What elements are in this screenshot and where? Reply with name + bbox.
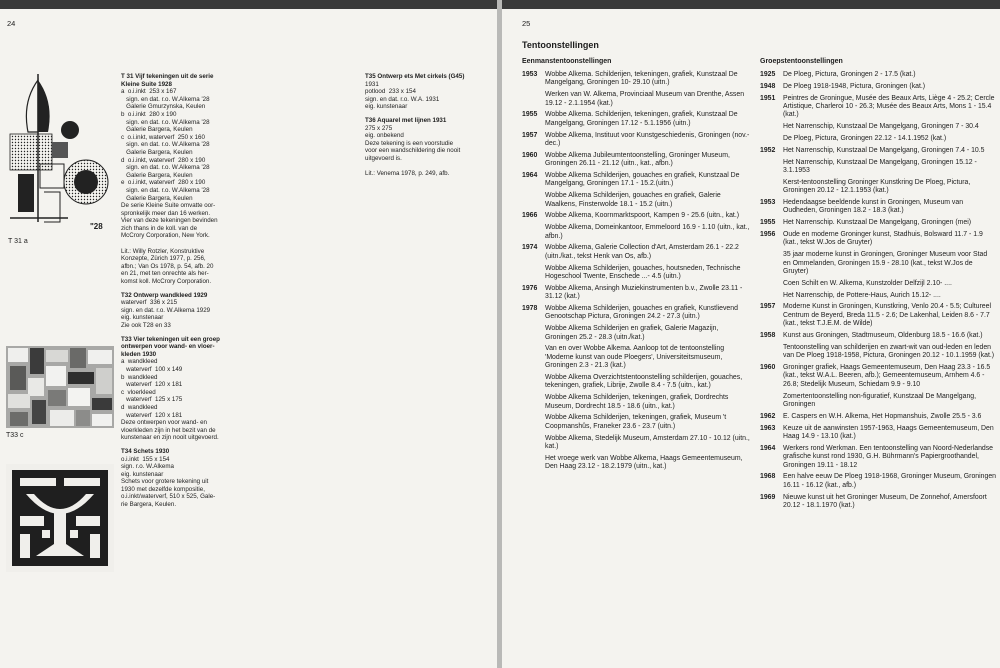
exhibition-entry [760,332,996,340]
catalogue-line: o.i.inkt 155 x 154 [121,455,170,463]
catalogue-line: Deze ontwerpen voor wand- en [121,419,207,427]
catalogue-line: waterverf 125 x 175 [121,396,183,404]
exhibition-text: Wobbe Alkema, Domeinkantoor, Emmeloord 16.9 - 1.10 (uitn., kat., afbn.) [545,224,750,240]
exhibition-text: Wobbe Alkema, Ansingh Muziekinstrumenten b.v., Zwolle 23.11 - 31.12 (kat.) [545,284,743,301]
exhibition-entry [522,394,752,411]
exhibition-text: Zomertentoonstelling non-figuratief, Kunstzaal De Mangelgang, Groningen [783,392,977,409]
exhibition-entry [760,425,996,442]
catalogue-line: zich thans in de koll. van de [121,224,198,232]
exhibition-text: Het Narrenschip, Kunstzaal De Mangelgang, Groningen 7.4 - 10.5 [783,146,985,154]
exhibition-entry [760,344,996,361]
catalogue-line: sign. en dat. r.o. W.A. 1931 [365,95,440,103]
catalogue-line: De serie Kleine Suite omvatte oor- [121,202,216,210]
catalogue-line: sign. r.o. W.Alkema [121,463,174,471]
exhibition-entry [522,305,752,322]
exhibition-entry [760,303,996,328]
exhibition-entry [522,71,752,88]
exhibition-year: 1976 [522,284,538,292]
catalogue-entry [365,73,483,111]
exhibition-year: 1953 [760,199,776,206]
exhibition-year: 1956 [760,231,776,238]
catalogue-line: Vier van deze tekeningen bevinden [121,217,218,225]
exhibition-year: 1957 [522,131,538,139]
top-band [0,0,497,9]
catalogue-line: eig. kunstenaar [121,470,164,478]
exhibition-entry [760,364,996,389]
exhibition-text: Wobbe Alkema. Schilderijen, tekeningen, grafiek, Kunstzaal De Mangelgang, Groningen 10- 29.10 (uitn.) [545,71,738,87]
figure-t31-kleine-suite [8,72,116,232]
exhibition-entry [522,192,752,209]
exhibition-year: 1960 [760,364,776,372]
exhibition-entry [522,212,752,220]
exhibition-year: 1962 [760,412,776,420]
exhibition-year: 1964 [760,444,776,452]
catalogue-entry-title: T32 Ontwerp wandkleed 1929 [121,291,208,299]
exhibition-entry [522,414,752,431]
exhibition-entry [760,280,996,288]
catalogue-line: McCrory Corporation, New York. [121,232,210,240]
exhibition-text: Keuze uit de aanwinsten 1957-1963, Haags Gemeentemuseum, Den Haag 14.9 - 13.10 (kat.) [783,424,994,441]
catalogue-line: rie Bargera, Keulen. [121,501,177,509]
catalogue-line: voor een wandschildering die nooit [365,147,461,155]
catalogue-entry-title: T 31 Vijf tekeningen uit de serie Kleine Suite 1928 [121,73,214,88]
exhibition-text: Wobbe Alkema Schilderijen, gouaches en grafiek, Kunstzaal De Mangelgang, Groningen 17.1 - 15.2.(uitn.) [545,172,740,188]
catalogue-entry-title: T36 Aquarel met lijnen 1931 [365,116,447,124]
catalogue-line: sign. en dat. r.o. W.Alkema '28 [121,186,210,194]
exhibition-entry [760,95,996,120]
exhibition-entry [760,147,996,155]
catalogue-line [121,240,233,248]
catalogue-line: waterverf 336 x 215 [121,299,178,307]
exhibition-year: 1955 [522,111,538,119]
catalogue-line: 1931 [365,80,379,88]
exhibition-entry [522,132,752,149]
exhibition-entry [760,135,996,143]
exhibition-entry [760,494,996,511]
catalogue-line: Deze tekening is een voorstudie [365,139,454,147]
exhibition-year: 1969 [760,493,776,501]
exhibition-entry [760,231,996,248]
exhibition-text: E. Caspers en W.H. Alkema, Het Hopmanshuis, Zwolle 25.5 - 3.6 [783,412,982,420]
exhibition-entry [522,374,752,391]
catalogue-line: afbn.; Van Os 1978, p. 54, afb. 20 [121,262,214,270]
exhibition-year: 1951 [760,94,776,102]
exhibition-year: 1960 [522,151,538,159]
catalogue-line: Galerie Bargera, Keulen [121,126,193,134]
page-number-left: 24 [7,19,16,28]
catalogue-line: Schets voor grotere tekening uit [121,478,209,486]
exhibition-text: De Ploeg 1918-1948, Pictura, Groningen (kat.) [783,82,926,90]
figure-label-t33: T33 c [6,432,24,439]
exhibition-entry [522,285,752,302]
catalogue-entry [121,336,233,442]
catalogue-line: b wandkleed [121,373,158,381]
exhibition-text: Wobbe Alkema, Instituut voor Kunstgeschiedenis, Groningen (nov.- dec.) [545,131,750,148]
catalogue-line: sign. en dat. r.o. W.Alkema '28 [121,164,210,172]
exhibition-entry [522,152,752,169]
catalogue-line: a wandkleed [121,358,158,366]
exhibition-entry [522,244,752,261]
catalogue-line: b o.i.inkt 280 x 190 [121,110,177,118]
catalogue-line: kunstenaar en zijn nooit uitgevoerd. [121,434,219,442]
exhibition-text: Oude en moderne Groninger kunst, Stadhuis, Bolsward 11.7 - 1.9 (kat., tekst W.Jos de Gruyter) [783,231,983,247]
catalogue-line: sign. en dat. r.o. W.Alkema '28 [121,118,210,126]
exhibition-entry [522,265,752,282]
catalogue-line: vloerkleden zijn in het bezit van de [121,426,216,434]
catalogue-line: waterverf 100 x 149 [121,365,183,373]
exhibition-text: Groninger grafiek, Haags Gemeentemuseum, Den Haag 23.3 - 16.5 (kat., tekst W.A.L. Beeren, afb.); Gemeentemuseum, Arnhem 4.6 - 26.8; Stedelijk Museum, Schiedam 9.9 - 9.10 [783,364,991,388]
exhibition-entry [760,413,996,421]
catalogue-entry-title: T35 Ontwerp ets Met cirkels (G45) [365,73,465,80]
catalogue-line: waterverf 120 x 181 [121,411,183,419]
exhibition-year: 1925 [760,71,776,78]
catalogue-line: potlood 233 x 154 [365,88,416,96]
catalogue-line: komst koll. McCrory Corporation. [121,278,212,286]
page-number-right: 25 [522,19,531,28]
catalogue-entry [121,73,233,286]
figure-label-t31: T 31 a [8,238,28,245]
exhibition-text: Peintres de Groningue, Musée des Beaux Arts, Liège 4 - 25.2; Cercle Artistique, Charleroi 10 - 26.3; Musée des Beaux Arts, Mons 1 - 15.4 (kat.) [783,94,995,119]
group-exhibitions-list [760,71,996,514]
exhibition-text: Werkers rond Werkman. Een tentoonstelling van Noord-Nederlandse grafische kunst rond 1930, G.H. Bührmann's Papiergroothandel, Groningen 19.11 - 18.12 [783,444,994,469]
spacer [365,178,483,184]
catalogue-line: en 21, met ten onrechte als her- [121,270,209,278]
catalogue-line: o.i.inkt/waterverf, 510 x 525, Gale- [121,493,216,501]
exhibition-text: Moderne Kunst in Groningen, Kunstkring, Venlo 20.4 - 5.5; Cultureel Centrum de Beyerd, Breda 11.5 - 2.6; De Lakenhal, Leiden 8.6 - 7.7 (kat., tekst T.J.E.M. de Wilde) [783,303,991,328]
exhibition-year: 1948 [760,82,776,90]
exhibition-text: Tentoonstelling van schilderijen en zwart-wit van oud-leden en leden van De Ploeg 1918-1958, Pictura, Groningen 20.12 - 10.1.1959 (kat.) [783,343,995,360]
solo-exhibitions-list [522,71,752,475]
exhibition-text: Hedendaagse beeldende kunst in Groningen, Museum van Oudheden, Groningen 18.2 - 18.3 (kat.) [783,199,964,215]
catalogue-line: c o.i.inkt, waterverf 250 x 160 [121,133,205,141]
exhibition-entry [760,179,996,196]
exhibition-text: Het vroege werk van Wobbe Alkema, Haags Gemeentemuseum, Den Haag 23.12 - 18.2.1979 (uitn., kat.) [545,454,743,471]
exhibition-year: 1966 [522,212,538,220]
exhibition-text: Het Narrenschip, de Pottere-Haus, Aurich 15.12- .... [783,291,941,299]
exhibition-text: Het Narrenschip. Kunstzaal De Mangelgang, Groningen (mei) [783,219,972,227]
exhibition-entry [522,172,752,189]
catalogue-line: waterverf 120 x 181 [121,381,183,389]
exhibition-year: 1953 [522,71,538,78]
exhibition-year: 1963 [760,424,776,432]
solo-heading: Eenmanstentoonstellingen [522,58,612,65]
exhibition-text: Werken van W. Alkema, Provinciaal Museum van Drenthe, Assen 19.12 - 2.1.1954 (kat.) [545,91,745,107]
catalogue-line: Galerie Bargera, Keulen [121,148,193,156]
catalogue-entry-title: T33 Vier tekeningen uit een groep ontwerpen voor wand- en vloer-kleden 1930 [121,335,220,358]
exhibition-text: Nieuwe kunst uit het Groninger Museum, De Zonnehof, Amersfoort 20.12 - 18.1.1970 (kat.) [783,493,987,510]
exhibition-entry [760,199,996,216]
exhibition-text: Van en over Wobbe Alkema. Aanloop tot de tentoonstelling 'Moderne kunst van oude Ploegers', Universiteitsmuseum, Groningen 2.3 - 21.3 (kat.) [545,345,725,370]
exhibition-entry [522,224,752,241]
catalogue-line: uitgevoerd is. [365,154,402,162]
page-title: Tentoonstellingen [522,40,599,50]
catalogue-entry [121,448,233,509]
catalogue-column-1 [121,73,233,515]
left-page [0,0,497,668]
exhibition-text: Wobbe Alkema Schilderijen, gouaches, houtsneden, Technische Hogeschool Twente, Enschede ...- 4.5 (uitn.) [545,264,741,281]
exhibition-entry [522,111,752,128]
catalogue-line: a o.i.inkt 253 x 167 [121,88,177,96]
catalogue-line: spronkelijk meer dan 16 werken. [121,209,211,217]
catalogue-entry [365,117,483,178]
exhibition-year: 1958 [760,332,776,340]
catalogue-line: sign. en dat. r.o. W.Alkema 1929 [121,306,211,314]
exhibition-year: 1957 [760,303,776,311]
catalogue-line: 275 x 275 [365,124,393,132]
catalogue-line: Galerie Gmurzynska, Keulen [121,103,206,111]
catalogue-line: e o.i.inkt, waterverf 280 x 190 [121,179,206,187]
catalogue-line: c vloerkleed [121,388,156,396]
exhibition-text: Wobbe Alkema. Schilderijen, tekeningen, grafiek, Kunstzaal De Mangelgang, Groningen 17.12 - 5.1.1956 (uitn.) [545,111,738,127]
catalogue-line: Lit.: Venema 1978, p. 249, afb. [365,170,450,178]
exhibition-text: Het Narrenschip, Kunstzaal De Mangelgang, Groningen 15.12 - 3.1.1953 [783,158,977,174]
exhibition-text: Het Narrenschip, Kunstzaal De Mangelgang, Groningen 7 - 30.4 [783,123,979,131]
catalogue-column-2 [365,73,483,184]
exhibition-year: 1964 [522,172,538,180]
exhibition-text: De Ploeg, Pictura, Groningen 22.12 - 14.1.1952 (kat.) [783,135,947,142]
exhibition-text: Wobbe Alkema, Stedelijk Museum, Amsterdam 27.10 - 10.12 (uitn., kat.) [545,434,750,451]
catalogue-line: 1930 met dezelfde kompositie, [121,485,205,493]
exhibition-entry [522,325,752,342]
right-page [502,0,1000,668]
catalogue-line: Lit.: Willy Rotzler, Konstruktive [121,247,205,255]
exhibition-text: Wobbe Alkema Jubileumtentoonstelling, Groninger Museum, Groningen 26.11 - 21.12 (uitn., kat., afbn.) [545,151,730,168]
catalogue-line: Galerie Bargera, Keulen [121,194,193,202]
exhibition-entry [522,435,752,452]
exhibition-text: 35 jaar moderne kunst in Groningen, Groninger Museum voor Stad en Ommelanden, Groningen 15.9 - 28.10 (kat., tekst W.Jos de Gruyter) [783,251,988,276]
exhibition-text: Wobbe Alkema, Koornmarktspoort, Kampen 9 - 25.6 (uitn., kat.) [545,212,740,220]
exhibition-entry [760,473,996,490]
catalogue-entry [121,292,233,330]
exhibition-entry [760,251,996,276]
catalogue-line: d wandkleed [121,403,158,411]
exhibition-entry [760,219,996,227]
exhibition-entry [522,345,752,370]
catalogue-line: d o.i.inkt, waterverf 280 x 190 [121,156,206,164]
exhibition-entry [760,445,996,470]
exhibition-text: Kunst aus Groningen, Stadtmuseum, Oldenburg 18.5 - 16.6 (kat.) [783,332,983,340]
figure-t34-schets [6,464,114,572]
exhibition-year: 1955 [760,219,776,227]
exhibition-text: Wobbe Alkema Schilderijen, gouaches en grafiek, Kunstlievend Genootschap Pictura, Groningen 24.2 - 27.3 (uitn.) [545,305,738,321]
exhibition-entry [760,159,996,176]
group-heading: Groepstentoonstellingen [760,58,843,65]
catalogue-line: eig. kunstenaar [365,103,408,111]
catalogue-line: eig. kunstenaar [121,314,164,322]
catalogue-line: sign. en dat. r.o. W.Alkema '28 [121,141,210,149]
exhibition-entry [522,91,752,108]
catalogue-line [365,163,483,171]
exhibition-year: 1974 [522,244,538,252]
exhibition-text: Een halve eeuw De Ploeg 1918-1968, Groninger Museum, Groningen 16.11 - 16.12 (kat., afb.) [783,473,996,489]
exhibition-text: Wobbe Alkema Schilderijen en grafiek, Galerie Magazijn, Groningen 25.2 - 28.3 (uitn./kat.) [545,325,719,341]
exhibition-text: Coen Schilt en W. Alkema, Kunstzolder Delfzijl 2.10- .... [783,279,952,287]
exhibition-text: Wobbe Alkema Schilderijen, tekeningen, grafiek, Dordrechts Museum, Dordrecht 18.5 - 18.6 (uitn., kat.) [545,394,729,410]
exhibition-entry [760,393,996,410]
spacer [121,509,233,515]
catalogue-line: eig. onbekend [365,132,404,140]
catalogue-line: Galerie Bargera, Keulen [121,171,193,179]
exhibition-text: Wobbe Alkema Overzichtstentoonstelling schilderijen, gouaches, tekeningen, grafiek, Librije, Zwolle 8.4 - 7.5 (uitn., kat.) [545,374,743,390]
exhibition-entry [760,292,996,300]
catalogue-line: Zie ook T28 en 33 [121,322,171,329]
exhibition-entry [760,123,996,131]
exhibition-entry [760,83,996,91]
exhibition-text: Wobbe Alkema Schilderijen, tekeningen, grafiek, Museum 't Coopmanshûs, Franeker 23.6 - 23.7 (uitn.) [545,414,727,430]
catalogue-line: sign. en dat. r.o. W.Alkema '28 [121,95,210,103]
exhibition-text: Wobbe Alkema Schilderijen, gouaches en grafiek, Galerie Waalkens, Finsterwolde 18.1 - 15.2 (uitn.) [545,192,721,208]
figure-inscription: "28 [90,222,103,231]
exhibition-entry [522,455,752,472]
exhibition-year: 1978 [522,305,538,313]
top-band [502,0,1000,9]
exhibition-text: De Ploeg, Pictura, Groningen 2 - 17.5 (kat.) [783,71,916,78]
exhibition-year: 1968 [760,473,776,481]
figure-t33-wandkleed [6,346,114,428]
catalogue-line: Konzepte, Zürich 1977, p. 256, [121,255,206,263]
exhibition-text: Wobbe Alkema, Galerie Collection d'Art, Amsterdam 26.1 - 22.2 (uitn./kat., tekst Henk van Os, afb.) [545,244,739,260]
exhibition-entry [760,71,996,79]
exhibition-year: 1952 [760,146,776,154]
exhibition-text: Kerst-tentoonstelling Groninger Kunstkring De Ploeg, Pictura, Groningen 20.12 - 12.1.1953 (kat.) [783,178,971,195]
catalogue-entry-title: T34 Schets 1930 [121,447,170,455]
